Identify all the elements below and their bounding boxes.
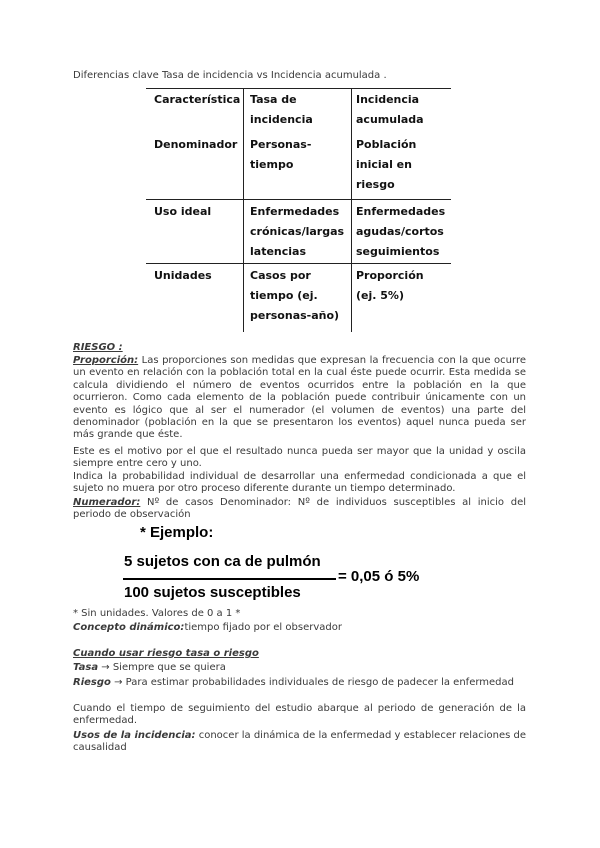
table-top-border <box>146 88 451 89</box>
fraction-bar <box>123 578 336 580</box>
table-cell: Personas-tiempo <box>250 138 312 171</box>
intro-text: Diferencias clave Tasa de incidencia vs Incidencia acumulada . <box>73 70 387 81</box>
table-cell: Proporción (ej. 5%) <box>356 269 424 302</box>
riesgo-line <box>73 677 526 689</box>
formula-numerator: 5 sujetos con ca de pulmón <box>124 553 321 570</box>
riesgo-heading <box>73 342 526 354</box>
comparison-table <box>146 88 451 332</box>
units-note: * Sin unidades. Valores de 0 a 1 * <box>73 608 241 619</box>
riesgo-paragraph: Indica la probabilidad individual de desarrollar una enfermedad condicionada a que el sujeto no muera por otro proceso diferente durante un tiempo determinado. <box>73 471 526 495</box>
proporcion-text: Las proporciones son medidas que expresan la frecuencia con la que ocurre un evento en relación con la población total en la cual éste puede ocurrir. Esta medida se calcula dividiendo el número de eventos ocurridos entre la población en la que ocurrieron. Como cada elemento de la población puede contribuir únicamente con un evento es lógico que al ser el numerador (el volumen de eventos) una parte del denominador (población en la que se presentaron los eventos) aquel nunca pueda ser más grande que éste. <box>73 355 526 441</box>
usos-label: Usos de la incidencia: <box>73 730 196 741</box>
riesgo-label: Riesgo <box>73 677 111 688</box>
usos-text: conocer la dinámica de la enfermedad y establecer relaciones de causalidad <box>73 730 526 754</box>
proporcion-paragraph <box>73 355 526 442</box>
numerador-paragraph <box>73 497 526 522</box>
concepto-label: Concepto dinámico: <box>73 622 185 633</box>
riesgo-paragraph: Este es el motivo por el que el resultado nunca pueda ser mayor que la unidad y oscila siempre entre cero y uno. <box>73 446 526 470</box>
numerador-label: Numerador: <box>73 497 141 508</box>
table-row-border <box>146 199 451 200</box>
table-cell: Casos por tiempo (ej. personas-año) <box>250 269 340 322</box>
tasa-label: Tasa <box>73 662 99 673</box>
tasa-text: → Siempre que se quiera <box>98 662 226 673</box>
table-col-border <box>351 88 352 332</box>
table-cell: Población inicial en riesgo <box>356 138 417 191</box>
table-header-cell: Tasa de incidencia <box>250 93 313 126</box>
riesgo-title: RIESGO : <box>73 342 123 353</box>
concepto-paragraph <box>73 622 526 634</box>
cuando-paragraph: Cuando el tiempo de seguimiento del estudio abarque al periodo de generación de la enfermedad. <box>73 703 526 727</box>
cuando-heading <box>73 648 526 660</box>
formula-denominator: 100 sujetos susceptibles <box>124 584 301 601</box>
table-cell: Denominador <box>154 138 238 151</box>
table-header-cell: Característica <box>154 93 241 106</box>
concepto-text: tiempo fijado por el observador <box>184 622 342 633</box>
riesgo-text: → Para estimar probabilidades individuales de riesgo de padecer la enfermedad <box>110 677 514 688</box>
cuando-title: Cuando usar riesgo tasa o riesgo <box>73 648 259 659</box>
table-header-cell: Incidencia acumulada <box>356 93 424 126</box>
formula-result: = 0,05 ó 5% <box>338 568 420 585</box>
numerador-text: Nº de casos Denominador: Nº de individuos susceptibles al inicio del periodo de observación <box>73 497 526 521</box>
table-cell: Uso ideal <box>154 205 212 218</box>
proporcion-label: Proporción: <box>73 355 139 366</box>
table-cell: Unidades <box>154 269 212 282</box>
table-row-border <box>146 263 451 264</box>
ejemplo-title: * Ejemplo: <box>140 524 214 541</box>
tasa-line <box>73 662 526 674</box>
table-cell: Enfermedades crónicas/largas latencias <box>250 205 345 258</box>
usos-paragraph <box>73 730 526 755</box>
table-cell: Enfermedades agudas/cortos seguimientos <box>356 205 446 258</box>
